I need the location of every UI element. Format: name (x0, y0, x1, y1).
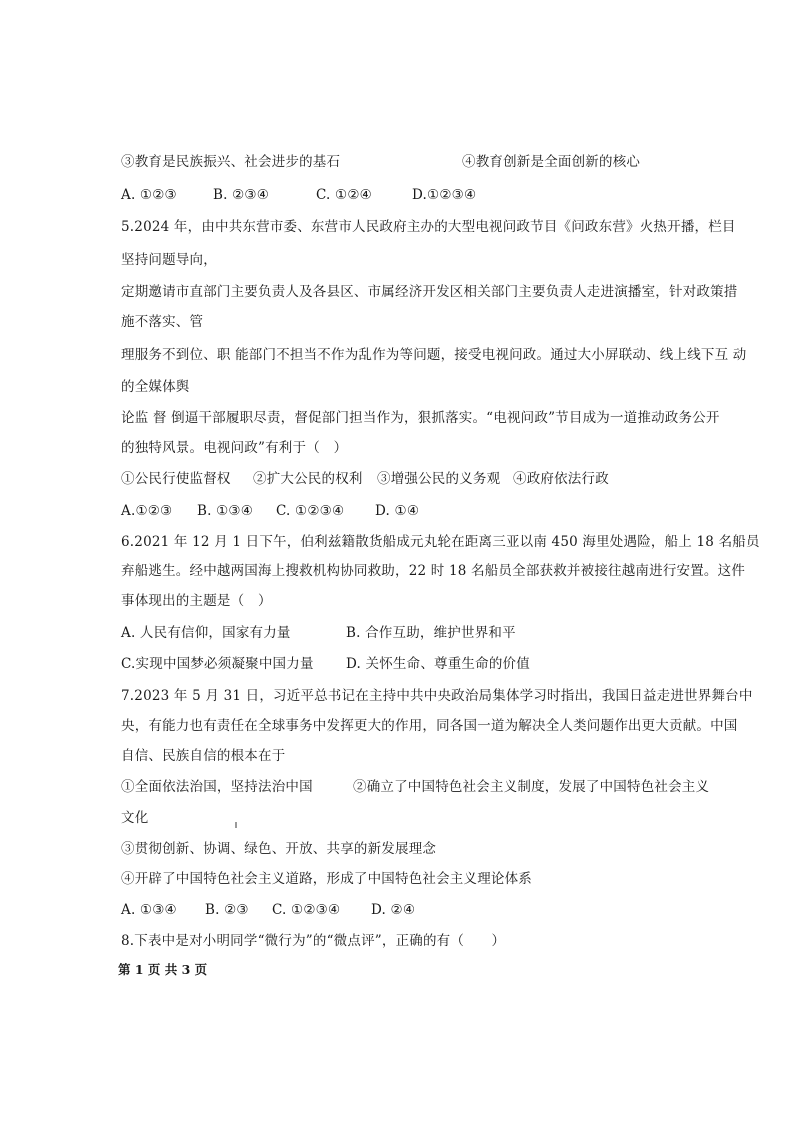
q5-option-3: ③增强公民的义务观 (377, 471, 501, 487)
q7-answer-a: A. ①③④ (121, 902, 177, 918)
page-footer: 第 1 页 共 3 页 (118, 962, 208, 977)
q7-answer-d: D. ②④ (371, 902, 416, 918)
q7-option-1: ①全面依法治国，坚持法治中国 (121, 779, 313, 795)
q6-stem-line-1: 6.2021 年 12 月 1 日下午，伯利兹籍散货船成元丸轮在距离三亚以南 450 海里处遇险，船上 18 名船员 (121, 534, 760, 550)
q5-stem-line-4: 施不落实、管 (121, 314, 204, 330)
q5-answer-c: C. ①②③④ (276, 503, 345, 519)
q5-option-1: ①公民行使监督权 (121, 471, 231, 487)
q7-stem-line-2: 央，有能力也有责任在全球事务中发挥更大的作用，同各国一道为解决全人类问题作出更大贡献。中国 (121, 718, 738, 734)
q7-option-4: ④开辟了中国特色社会主义道路，形成了中国特色社会主义理论体系 (121, 871, 532, 887)
q7-answer-c: C. ①②③④ (272, 902, 341, 918)
q5-stem-line-8: 的独特风景。电视问政”有利于（ ） (121, 440, 348, 456)
q4-option-3: ③教育是民族振兴、社会进步的基石 (121, 154, 341, 170)
q5-answer-a: A.①②③ (121, 503, 173, 519)
q4-answer-d: D.①②③④ (412, 187, 477, 203)
q7-stem-line-3: 自信、民族自信的根本在于 (121, 748, 286, 764)
q4-answer-a: A. ①②③ (121, 187, 177, 203)
q8-stem-line-1: 8.下表中是对小明同学“微行为”的“微点评”，正确的有（ ） (121, 933, 506, 949)
q5-stem-line-2: 坚持问题导向， (121, 252, 217, 268)
q7-option-3: ③贯彻创新、协调、绿色、开放、共享的新发展理念 (121, 841, 437, 857)
q5-stem-line-7: 论监 督 倒逼干部履职尽责，督促部门担当作为，狠抓落实。“电视问政”节目成为一道推动政务公开 (121, 410, 720, 426)
q6-option-b: B. 合作互助，维护世界和平 (346, 625, 516, 641)
scan-speck (235, 822, 237, 828)
q4-answer-c: C. ①②④ (316, 187, 372, 203)
q6-option-c: C.实现中国梦必须凝聚中国力量 (121, 656, 314, 672)
q4-answer-b: B. ②③④ (213, 187, 270, 203)
q7-stem-line-1: 7.2023 年 5 月 31 日，习近平总书记在主持中共中央政治局集体学习时指出，我国日益走进世界舞台中 (121, 688, 753, 704)
q5-answer-b: B. ①③④ (197, 503, 254, 519)
q5-option-4: ④政府依法行政 (513, 471, 609, 487)
q5-stem-line-5: 理服务不到位、职 能部门不担当不作为乱作为等问题，接受电视问政。通过大小屏联动、线上线下互 动 (121, 347, 747, 363)
q5-answer-d: D. ①④ (375, 503, 420, 519)
q6-option-a: A. 人民有信仰，国家有力量 (121, 625, 291, 641)
q5-stem-line-6: 的全媒体舆 (121, 379, 190, 395)
q7-option-2-continued: 文化 (121, 810, 149, 826)
q6-stem-line-2: 弃船逃生。经中越两国海上搜救机构协同救助，22 时 18 名船员全部获救并被接往越南进行安置。这件 (121, 563, 746, 579)
q5-stem-line-1: 5.2024 年，由中共东营市委、东营市人民政府主办的大型电视问政节目《问政东营》火热开播，栏目 (121, 219, 736, 235)
q5-option-2: ②扩大公民的权利 (253, 471, 363, 487)
q7-option-2: ②确立了中国特色社会主义制度，发展了中国特色社会主义 (353, 779, 710, 795)
q6-stem-line-3: 事体现出的主题是（ ） (121, 593, 272, 609)
q4-option-4: ④教育创新是全面创新的核心 (462, 154, 641, 170)
q6-option-d: D. 关怀生命、尊重生命的价值 (346, 656, 530, 672)
q7-answer-b: B. ②③ (205, 902, 249, 918)
q5-stem-line-3: 定期邀请市直部门主要负责人及各县区、市属经济开发区相关部门主要负责人走进演播室，针对政策措 (121, 284, 738, 300)
